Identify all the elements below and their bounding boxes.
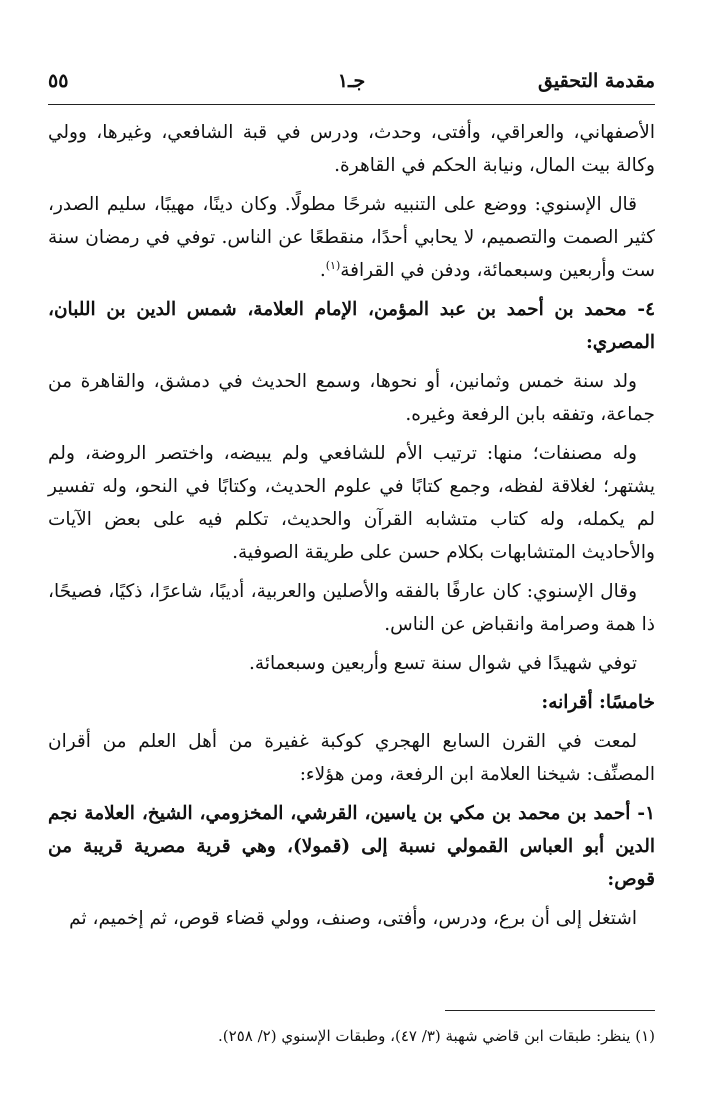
paragraph: ولد سنة خمس وثمانين، أو نحوها، وسمع الحديث في دمشق، والقاهرة من جماعة، وتفقه بابن الرفعة وغيره. — [48, 371, 655, 425]
paragraph: وقال الإسنوي: كان عارفًا بالفقه والأصلين والعربية، أديبًا، شاعرًا، ذكيًا، فصيحًا، ذا همة وصرامة وانقباض عن الناس. — [48, 581, 655, 635]
footnote: (١) ينظر: طبقات ابن قاضي شهبة (٣/ ٤٧)، وطبقات الإسنوي (٢/ ٢٥٨). — [218, 1027, 655, 1045]
paragraph: لمعت في القرن السابع الهجري كوكبة غفيرة من أهل العلم من أقران المصنِّف: شيخنا العلامة ابن الرفعة، ومن هؤلاء: — [48, 731, 655, 785]
biography-heading: ١- أحمد بن محمد بن مكي بن ياسين، القرشي، المخزومي، الشيخ، العلامة نجم الدين أبو العباس القمولي نسبة إلى (قمولا)، وهي قرية مصرية قريبة من قوص: — [48, 803, 655, 890]
footnote-rule — [445, 1010, 655, 1011]
section-heading: خامسًا: أقرانه: — [541, 692, 655, 713]
header-title: مقدمة التحقيق — [538, 70, 655, 92]
biography-heading: ٤- محمد بن أحمد بن عبد المؤمن، الإمام العلامة، شمس الدين بن اللبان، المصري: — [48, 299, 655, 353]
footnote-reference: (١) — [325, 258, 341, 272]
page-number: ٥٥ — [48, 70, 69, 92]
main-text — [48, 116, 655, 941]
paragraph: الأصفهاني، والعراقي، وأفتى، وحدث، ودرس في قبة الشافعي، وغيرها، وولي وكالة بيت المال، ونيابة الحكم في القاهرة. — [48, 122, 655, 176]
header-rule — [48, 104, 655, 105]
paragraph: اشتغل إلى أن برع، ودرس، وأفتى، وصنف، وولي قضاء قوص، ثم إخميم، ثم — [69, 908, 637, 929]
paragraph — [48, 188, 655, 287]
running-header — [48, 62, 655, 102]
paragraph: توفي شهيدًا في شوال سنة تسع وأربعين وسبعمائة. — [249, 653, 637, 674]
paragraph-text: قال الإسنوي: ووضع على التنبيه شرحًا مطولًا. وكان دينًا، مهيبًا، سليم الصدر، كثير الصمت والتصميم، لا يحابي أحدًا، منقطعًا عن الناس. توفي في رمضان سنة ست وأربعين وسبعمائة، ودفن في القرافة — [48, 194, 655, 281]
header-volume: جـ١ — [337, 70, 366, 92]
paragraph-end: . — [319, 260, 326, 281]
paragraph: وله مصنفات؛ منها: ترتيب الأم للشافعي ولم يبيضه، واختصر الروضة، ولم يشتهر؛ لغلاقة لفظه، وجمع كتابًا في علوم الحديث، وكتابًا في النحو، وله تفسير لم يكمله، وله كتاب متشابه القرآن والحديث، تكلم فيه على بعض الآيات والأحاديث المتشابهات بكلام حسن على طريقة الصوفية. — [48, 443, 655, 563]
